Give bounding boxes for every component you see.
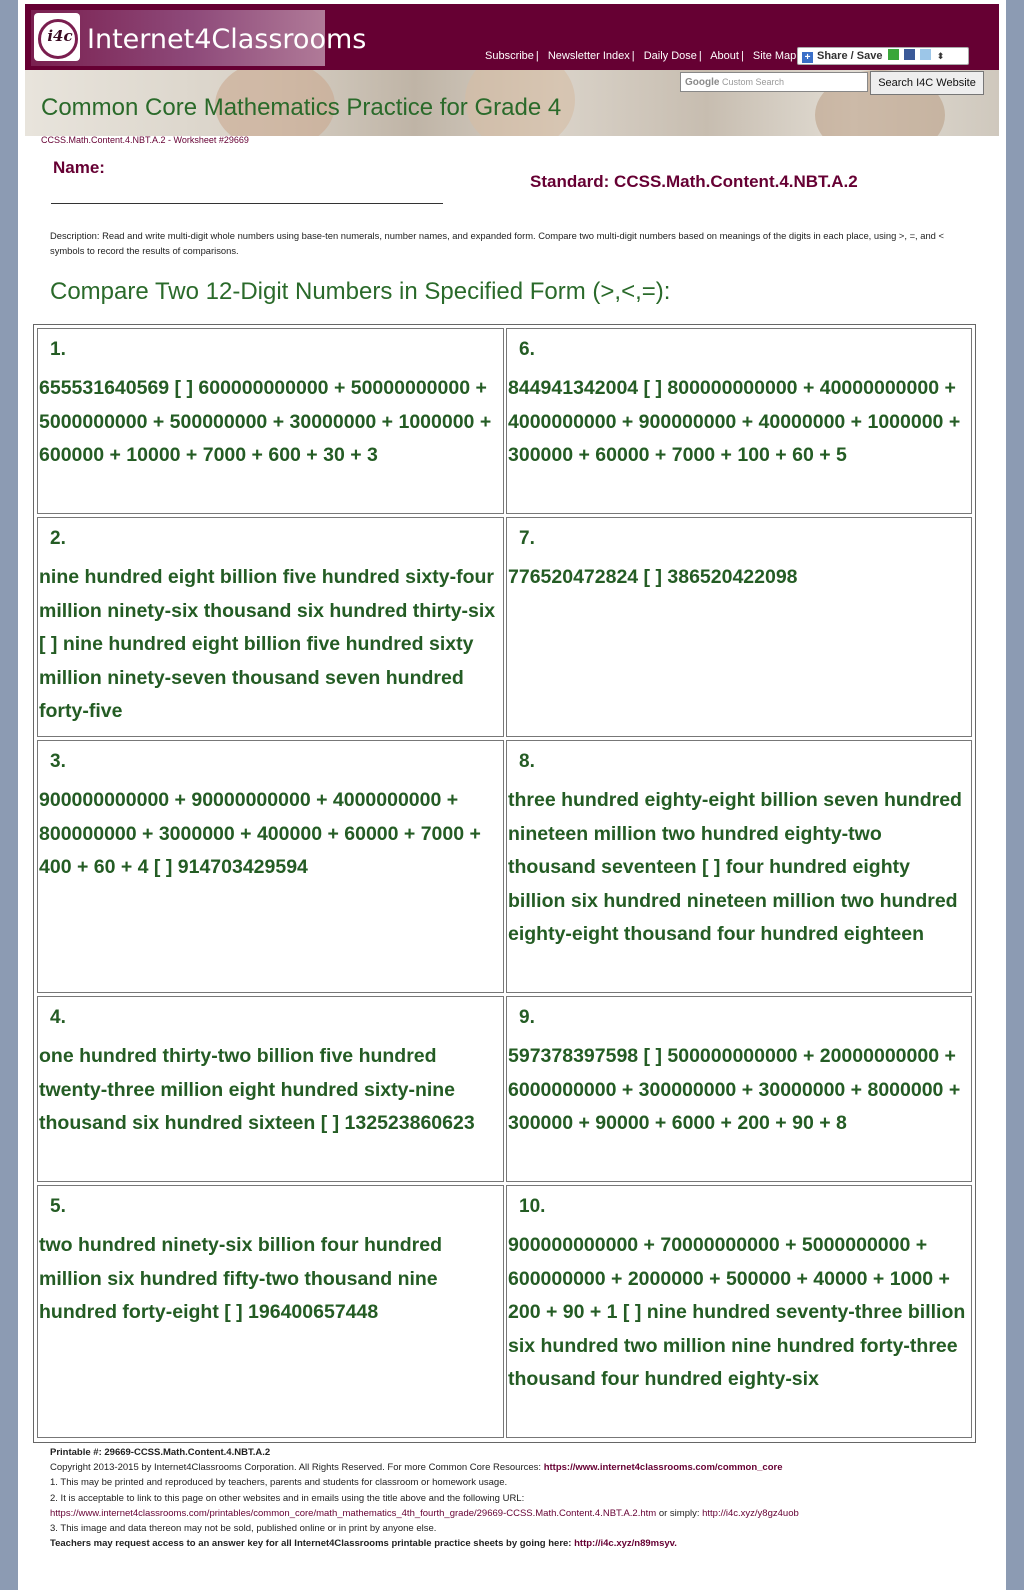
share-label: Share / Save	[817, 50, 883, 62]
problem-cell-6	[506, 328, 972, 514]
problem-number: 8.	[519, 751, 535, 772]
nav-newsletter-index[interactable]: Newsletter Index	[547, 50, 630, 62]
worksheet-url-link[interactable]: https://www.internet4classrooms.com/printables/common_core/math_mathematics_4th_fourth_grade/29669-CCSS.Math.Content.4.NBT.A.2.htm	[50, 1507, 657, 1519]
nav-subscribe[interactable]: Subscribe	[485, 50, 534, 62]
problem-text: three hundred eighty-eight billion seven hundred nineteen million two hundred eighty-two thousand seventeen [ ] four hundred eighty billion six hundred nineteen million two hundred eighty-eight thousand four hundred eighteen	[508, 789, 962, 946]
problem-text: two hundred ninety-six billion four hundred million six hundred fifty-two thousand nine hundred forty-eight [ ] 196400657448	[39, 1234, 442, 1324]
problem-cell-9	[506, 996, 972, 1182]
facebook-icon	[904, 49, 915, 60]
footer-url-line: https://www.internet4classrooms.com/printables/common_core/math_mathematics_4th_fourth_grade/29669-CCSS.Math.Content.4.NBT.A.2.htm or simply: http://i4c.xyz/y8gz4uob	[50, 1507, 799, 1519]
problem-number: 3.	[50, 751, 66, 772]
footer-note-3: 3. This image and data thereon may not be sold, published online or in print by anyone else.	[50, 1523, 437, 1535]
search-input[interactable]	[680, 72, 868, 92]
answer-key-line: Teachers may request access to an answer key for all Internet4Classrooms printable practice sheets by going here: http://i4c.xyz/n89msyv.	[50, 1538, 677, 1550]
section-title: Compare Two 12-Digit Numbers in Specified Form (>,<,=):	[50, 278, 671, 305]
top-nav: Subscribe | Newsletter Index | Daily Dose | About | Site Map	[485, 50, 797, 62]
problem-text: one hundred thirty-two billion five hundred twenty-three million eight hundred sixty-nine thousand six hundred sixteen [ ] 132523860623	[39, 1045, 475, 1135]
problem-cell-5	[37, 1185, 504, 1438]
problem-number: 10.	[519, 1196, 546, 1217]
problem-grid	[33, 324, 976, 1443]
problem-number: 2.	[50, 528, 66, 549]
twitter-icon	[920, 49, 931, 60]
share-dropdown-icon: ⬍	[936, 51, 945, 61]
problem-cell-7	[506, 517, 972, 737]
problem-number: 4.	[50, 1007, 66, 1028]
nav-about[interactable]: About	[710, 50, 739, 62]
nav-site-map[interactable]: Site Map	[752, 50, 797, 62]
name-blank-line	[51, 203, 443, 204]
problem-cell-4	[37, 996, 504, 1182]
name-label: Name:	[53, 158, 105, 177]
problem-cell-10	[506, 1185, 972, 1438]
standard-label: Standard: CCSS.Math.Content.4.NBT.A.2	[530, 172, 858, 191]
problem-number: 6.	[519, 339, 535, 360]
problem-cell-1	[37, 328, 504, 514]
short-url-link[interactable]: http://i4c.xyz/y8gz4uob	[702, 1507, 799, 1519]
problem-number: 5.	[50, 1196, 66, 1217]
site-name: Internet4Classrooms	[87, 24, 367, 55]
search-placeholder: Custom Search	[721, 77, 784, 87]
google-logo: Google	[685, 77, 720, 88]
common-core-link[interactable]: https://www.internet4classrooms.com/common_core	[543, 1462, 783, 1474]
header-banner	[25, 70, 999, 136]
problem-cell-3	[37, 740, 504, 993]
worksheet-page	[18, 0, 1006, 1590]
logo-badge-icon	[34, 13, 80, 61]
answer-key-link[interactable]: http://i4c.xyz/n89msyv.	[574, 1538, 677, 1550]
problem-text: 900000000000 + 70000000000 + 5000000000 + 600000000 + 2000000 + 500000 + 40000 + 1000 + 200 + 90 + 1 [ ] nine hundred seventy-three billion six hundred two million nine hundred forty-three thousand four hundred eighty-six	[508, 1234, 966, 1391]
page-title: Common Core Mathematics Practice for Grade 4	[41, 94, 562, 121]
problem-text: 597378397598 [ ] 500000000000 + 20000000000 + 6000000000 + 300000000 + 30000000 + 8000000 + 300000 + 90000 + 6000 + 200 + 90 + 8	[508, 1045, 961, 1135]
nav-daily-dose[interactable]: Daily Dose	[643, 50, 697, 62]
logo-text: i4c	[47, 27, 73, 45]
printable-number: Printable #: 29669-CCSS.Math.Content.4.NBT.A.2	[50, 1447, 271, 1458]
problem-text: 776520472824 [ ] 386520422098	[508, 566, 798, 588]
problem-number: 7.	[519, 528, 535, 549]
problem-number: 9.	[519, 1007, 535, 1028]
footer-note-2: 2. It is acceptable to link to this page on other websites and in emails using the title above and the following URL:	[50, 1492, 525, 1504]
problem-text: 844941342004 [ ] 800000000000 + 40000000000 + 4000000000 + 900000000 + 40000000 + 1000000 + 300000 + 60000 + 7000 + 100 + 60 + 5	[508, 377, 961, 467]
problem-cell-8	[506, 740, 972, 993]
problem-text: 900000000000 + 90000000000 + 4000000000 + 800000000 + 3000000 + 400000 + 60000 + 7000 + 400 + 60 + 4 [ ] 914703429594	[39, 789, 481, 879]
site-header	[25, 4, 999, 70]
problem-cell-2	[37, 517, 504, 737]
description-text: Description: Read and write multi-digit whole numbers using base-ten numerals, number names, and expanded form. Compare two multi-digit numbers based on meanings of the digits in each place, using >, =, and < symbols to record the results of comparisons.	[50, 230, 944, 256]
worksheet-id: CCSS.Math.Content.4.NBT.A.2 - Worksheet #29669	[41, 135, 249, 145]
plus-icon: +	[802, 52, 813, 63]
footer-note-1: 1. This may be printed and reproduced by teachers, parents and students for classroom or homework usage.	[50, 1477, 508, 1489]
problem-text: 655531640569 [ ] 600000000000 + 50000000000 + 5000000000 + 500000000 + 30000000 + 1000000 + 600000 + 10000 + 7000 + 600 + 30 + 3	[39, 377, 492, 467]
copyright-line: Copyright 2013-2015 by Internet4Classrooms Corporation. All Rights Reserved. For more Common Core Resources: https://www.internet4classrooms.com/common_core	[50, 1462, 783, 1474]
site-logo[interactable]	[31, 10, 367, 66]
problem-number: 1.	[50, 339, 66, 360]
search-button[interactable]: Search I4C Website	[870, 71, 984, 95]
share-refresh-icon	[888, 49, 899, 60]
footer	[50, 1445, 990, 1551]
problem-text: nine hundred eight billion five hundred sixty-four million ninety-six thousand six hundred thirty-six [ ] nine hundred eight billion five hundred sixty million ninety-seven thousand seven hundred forty-five	[39, 566, 496, 723]
share-save-button[interactable]	[797, 47, 969, 65]
